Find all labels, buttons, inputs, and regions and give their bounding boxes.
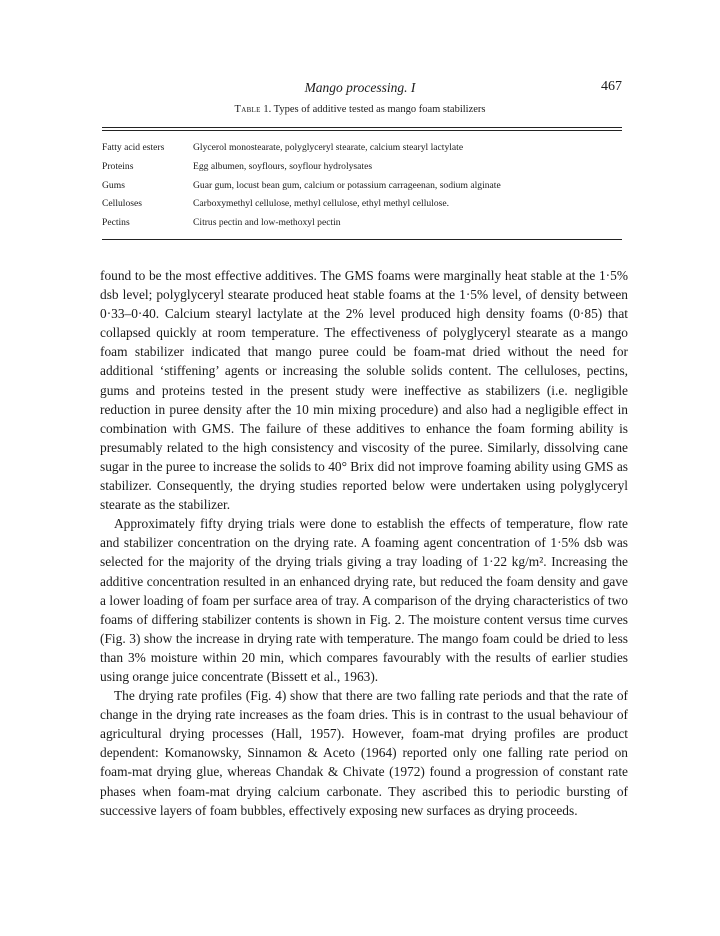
table-caption bbox=[0, 104, 720, 115]
table-cell-items: Citrus pectin and low-methoxyl pectin bbox=[193, 217, 341, 229]
table-top-rule bbox=[102, 127, 622, 128]
table-cell-category: Celluloses bbox=[102, 198, 142, 210]
paragraph: The drying rate profiles (Fig. 4) show that there are two falling rate periods and that the rate of change in the drying rate increases as the foam dries. This is in contrast to the usual behaviour of agricultural drying processes (Hall, 1957). However, foam-mat drying profiles are product dependent: Komanowsky, Sinnamon & Aceto (1964) reported only one falling rate period on foam-mat drying glue, whereas Chandak & Chivate (1972) found a progression of constant rate phases when foam-mat drying calcium carbonate. They ascribed this to periodic bursting of successive layers of foam bubbles, effectively exposing new surfaces as drying proceeds. bbox=[100, 688, 628, 818]
table-cell-category: Proteins bbox=[102, 160, 134, 172]
table-top-rule-inner bbox=[102, 130, 622, 131]
additive-table bbox=[102, 127, 622, 240]
paragraph: Approximately fifty drying trials were done to establish the effects of temperature, flow rate and stabilizer concentration on the drying rate. A foaming agent concentration of 1·5% dsb was selected for the majority of the drying trials giving a tray loading of 1·22 kg/m². Increasing the additive concentration resulted in an enhanced drying rate, but reduced the foam density and gave a lower loading of foam per surface area of tray. A comparison of the drying characteristics of two foams of differing stabilizer contents is shown in Fig. 2. The moisture content versus time curves (Fig. 3) show the increase in drying rate with temperature. The mango foam could be dried to less than 3% moisture within 20 min, which compares favourably with the results of earlier studies using orange juice concentrate (Bissett et al., 1963). bbox=[100, 516, 628, 684]
table-row bbox=[102, 158, 622, 177]
table-cell-items: Carboxymethyl cellulose, methyl cellulose, ethyl methyl cellulose. bbox=[193, 198, 450, 210]
table-caption-text: 1. Types of additive tested as mango foam stabilizers bbox=[260, 104, 486, 115]
table-cell-items: Egg albumen, soyflours, soyflour hydrolysates bbox=[193, 160, 373, 172]
table-cell-items: Glycerol monostearate, polyglyceryl stearate, calcium stearyl lactylate bbox=[193, 142, 464, 153]
table-row bbox=[102, 195, 622, 214]
table-cell-category: Fatty acid esters bbox=[102, 142, 165, 153]
table-row bbox=[102, 177, 622, 196]
table-cell-category: Pectins bbox=[102, 217, 130, 229]
table-cell-items: Guar gum, locust bean gum, calcium or potassium carrageenan, sodium alginate bbox=[193, 179, 501, 191]
paragraph: found to be the most effective additives. The GMS foams were marginally heat stable at the 1·5% dsb level; polyglyceryl stearate produced heat stable foams at the 1·5% level, of density between 0·33–0·40. Calcium stearyl lactylate at the 2% level produced high density foams (0·85) that collapsed quickly at room temperature. The effectiveness of polyglyceryl stearate as a mango foam stabilizer indicated that mango puree could be foam-mat dried without the need for additional ‘stiffening’ agents or increasing the soluble solids content. The celluloses, pectins, gums and proteins tested in the present study were ineffective as stabilizers (i.e. negligible reduction in puree density after the 10 min mixing procedure) and also had a negligible effect in combination with GMS. The failure of these additives to enhance the foam forming ability is presumably related to the high consistency and viscosity of the puree. Similarly, dissolving cane sugar in the puree to increase the solids to 40° Brix did not improve foaming ability using GMS as stabilizer. Consequently, the drying studies reported below were undertaken using polyglyceryl stearate as the stabilizer. bbox=[100, 268, 628, 513]
table-cell-category: Gums bbox=[102, 179, 125, 191]
body-text bbox=[100, 266, 628, 820]
page-header bbox=[0, 80, 720, 100]
running-title: Mango processing. I bbox=[304, 80, 416, 95]
table-row bbox=[102, 139, 622, 158]
table-bottom-rule bbox=[102, 239, 622, 240]
table-row bbox=[102, 214, 622, 233]
page-number: 467 bbox=[601, 79, 622, 94]
additive-table-body bbox=[102, 139, 622, 233]
table-caption-label: Table bbox=[234, 104, 261, 115]
